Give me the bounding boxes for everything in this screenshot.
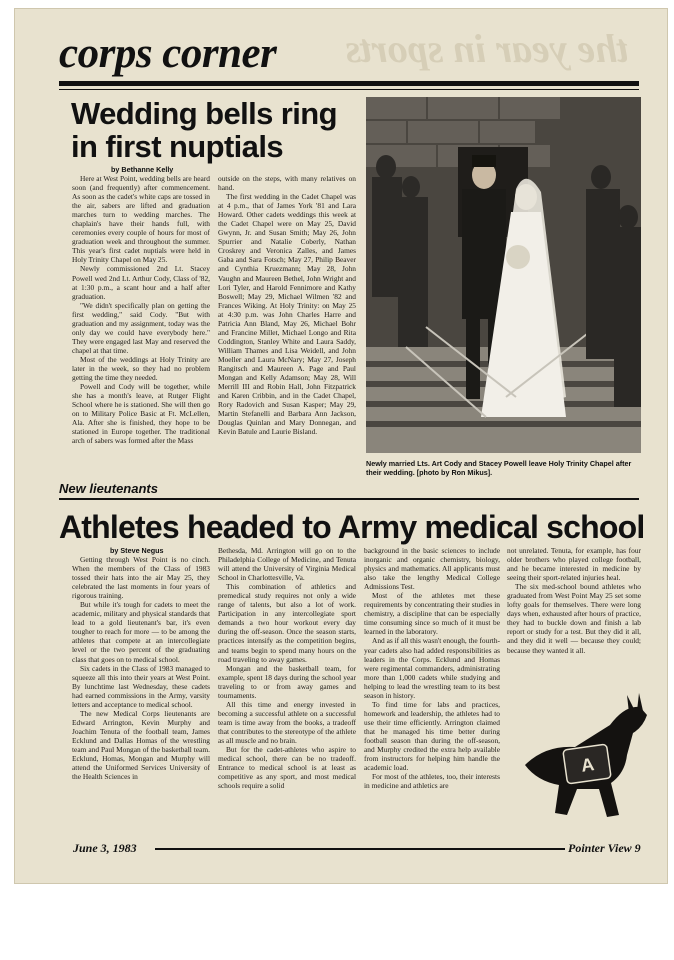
paragraph: This combination of athletics and premedical study requires not only a wide range of talents, but also a lot of work. Participation in any intercollegiate sport demands a two hour workout every day during the off-season. Once the season starts, practices intensify as the competition begins, and teams begin to spend many hours on the road traveling to away games. (218, 582, 356, 664)
athletes-column-2 (218, 546, 356, 790)
paragraph: "We didn't specifically plan on getting the first wedding," said Cody. "But with graduation and my assignment, today was the only day we could have everybody here." They were engaged last May and reserved the chapel at that time. (72, 300, 210, 355)
athletes-column-1 (72, 555, 210, 781)
paragraph: And as if all this wasn't enough, the fourth-year cadets also had added responsibilities as leaders in the Corps. Ecklund and Homas were regimental commanders, administrating more than 1,000 cadets while studying and helping to lead the wrestling team to its best season in history. (364, 636, 500, 700)
section-label: New lieutenants (59, 481, 158, 496)
wedding-byline: by Bethanne Kelly (111, 165, 174, 174)
paragraph: For most of the athletes, too, their interests in medicine and athletics are (364, 772, 500, 791)
wedding-column-1 (72, 174, 210, 445)
paragraph: All this time and energy invested in becoming a successful athlete on a successful team is time away from the books, a tradeoff that contributes to the stereotype of the athlete as all muscle and no brain. (218, 699, 356, 745)
paragraph: Here at West Point, wedding bells are heard soon (and frequently) after commencement. As soon as the cadet's white caps are tossed in the air, sabers are lifted and graduation marches turn to wedding marches. The chaplain's have their hands full, with ceremonies every couple of hours for most of graduation week and throughout the summer. This year's first cadet nuptials were held in Holy Trinity Chapel on May 25. (72, 174, 210, 265)
paragraph: not unrelated. Tenuta, for example, has four older brothers who played college football, and he became interested in medicine by seeing their sport-related injuries heal. (507, 546, 641, 583)
wedding-photo-illustration (366, 97, 641, 453)
bleed-through-text: the year in sports (345, 26, 629, 71)
athletes-byline: by Steve Negus (110, 546, 164, 555)
footer-rule (155, 848, 565, 850)
athletes-column-4 (507, 546, 641, 655)
newspaper-page (14, 8, 668, 884)
paragraph: Bethesda, Md. Arrington will go on to the Philadelphia College of Medicine, and Tenuta will attend the University of Virginia Medical School in Charlottesville, Va. (218, 546, 356, 583)
paragraph: The first wedding in the Cadet Chapel was at 4 p.m., that of James York '81 and Lara Howard. Other cadets weddings this week at the Cadet Chapel were on May 25, David Gwynn, Jr. and Susan Smith; May 26, John Spurrier and Natalie Coberly, Nathan Croskrey and Veronica Zalles, and James Gaba and Sara Fotsch; May 27, Philip Beaver and Cynthia Kruezmann; May 28, John Vaughn and Maureen Bethel, John Wright and Lori Tyler, and Harold Fennimore and Kathy Boswell; May 29, Michael Wilmen '82 and Frances Wiking. At Holy Trinity: on May 25 at 4:30 p.m. was John Charles Harre and Patricia Ann Bland, May 26, Michael Bohr and Francine Millet, Michael Longo and Rita Coddington, Stanley White and Laura Saddy, William Thames and Lisa Weidell, and John Moeller and Laura McNary; May 27, Joseph Rangitsch and Maureen A. Page and Paul Mongan and Kelly Adamson; May 28, Will Merrill III and Robin Hall, John Fitzpatrick and Karen Cribbin, and in the Cadet Chapel, Rory Radovich and Susan Kasper; May 29, Martin Stefanelli and Barbara Ann Jackson, Douglas Quinlan and Mary Donnegan, and Kevin Batule and Laurie Bisland. (218, 192, 356, 437)
section-rule (59, 498, 639, 500)
paragraph: Most of the athletes met these requirements by concentrating their studies in chemistry, a discipline that can be especially time consuming since so much of it must be learned in the laboratory. (364, 591, 500, 637)
paragraph: outside on the steps, with many relatives on hand. (218, 174, 356, 193)
section-title: corps corner (59, 30, 277, 77)
paragraph: Most of the weddings at Holy Trinity are later in the week, so they had no problem getting the time they needed. (72, 354, 210, 383)
army-mule-mascot-icon (515, 685, 655, 825)
footer-page-label: Pointer View 9 (568, 841, 641, 855)
paragraph: But while it's tough for cadets to meet the academic, military and physical standards that lead to a gold lieutenant's bar, it's even tougher to reach for more — to be among the athletes that compete at an intercollegiate level or the two percent of the graduating class that goes on to medical school. (72, 600, 210, 664)
paragraph: The six med-school bound athletes who graduated from West Point May 25 set some lofty goals for themselves. There were long days when, exhausted after hours of practice, they had to buckle down and finish a lab report or study for a test. But they did it all, and they did it well — because they could; because they wanted it all. (507, 582, 641, 655)
paragraph: To find time for labs and practices, homework and leadership, the athletes had to use their time efficiently. Arrington claimed that he managed his time better during football season than during the off-season, and Murphy credited the extra help available from instructors for helping him handle the academic load. (364, 699, 500, 773)
paragraph: Getting through West Point is no cinch. When the members of the Class of 1983 tossed their hats into the air May 25, they celebrated the last moments in four years of rigorous training. (72, 555, 210, 601)
paragraph: Six cadets in the Class of 1983 managed to squeeze all this into their years at West Point. By lunchtime last Wednesday, these cadets had earned commissions in the Army, varsity letters and acceptance to medical school. (72, 663, 210, 709)
paragraph: background in the basic sciences to include inorganic and organic chemistry, biology, physics and mathematics. All applicants must also take the lengthy Medical College Admissions Test. (364, 546, 500, 592)
paragraph: Newly commissioned 2nd Lt. Stacey Powell wed 2nd Lt. Arthur Cody, Class of '82, at 1:30 p.m., a scant hour and a half after graduation. (72, 264, 210, 301)
wedding-photo (366, 97, 641, 453)
paragraph: Mongan and the basketball team, for example, spent 18 days during the school year traveling to or from away games and tournaments. (218, 663, 356, 700)
header-rule-thin (59, 89, 639, 90)
wedding-headline: Wedding bells ring in first nuptials (71, 96, 337, 164)
photo-caption: Newly married Lts. Art Cody and Stacey Powell leave Holy Trinity Chapel after their wedding. [photo by Ron Mikus]. (366, 459, 632, 477)
paragraph: But for the cadet-athletes who aspire to medical school, there can be no tradeoff. Entrance to medical school is at least as competitive as any sport, and most medical schools require a solid (218, 745, 356, 791)
svg-text:A: A (579, 754, 596, 776)
athletes-column-3 (364, 546, 500, 790)
footer-date: June 3, 1983 (73, 841, 137, 855)
wedding-column-2 (218, 174, 356, 436)
paragraph: Powell and Cody will be together, while she has a month's leave, at Rutger Flight School where he is stationed. She will then go on to Military Police Basic at Ft. McLellen, Ala. After she is finished, they hope to be stationed in Europe together. The traditional arch of sabers was formed after the Mass (72, 382, 210, 446)
paragraph: The new Medical Corps lieutenants are Edward Arrington, Kevin Murphy and Joachim Tenuta of the football team, James Ecklund and Dallas Homas of the wrestling team and Paul Mongan of the basketball team. Ecklund, Homas, Mongan and Murphy will attend the Uniformed Services University of the Health Sciences in (72, 708, 210, 782)
header-rule (59, 81, 639, 86)
athletes-headline: Athletes headed to Army medical school (59, 509, 645, 545)
